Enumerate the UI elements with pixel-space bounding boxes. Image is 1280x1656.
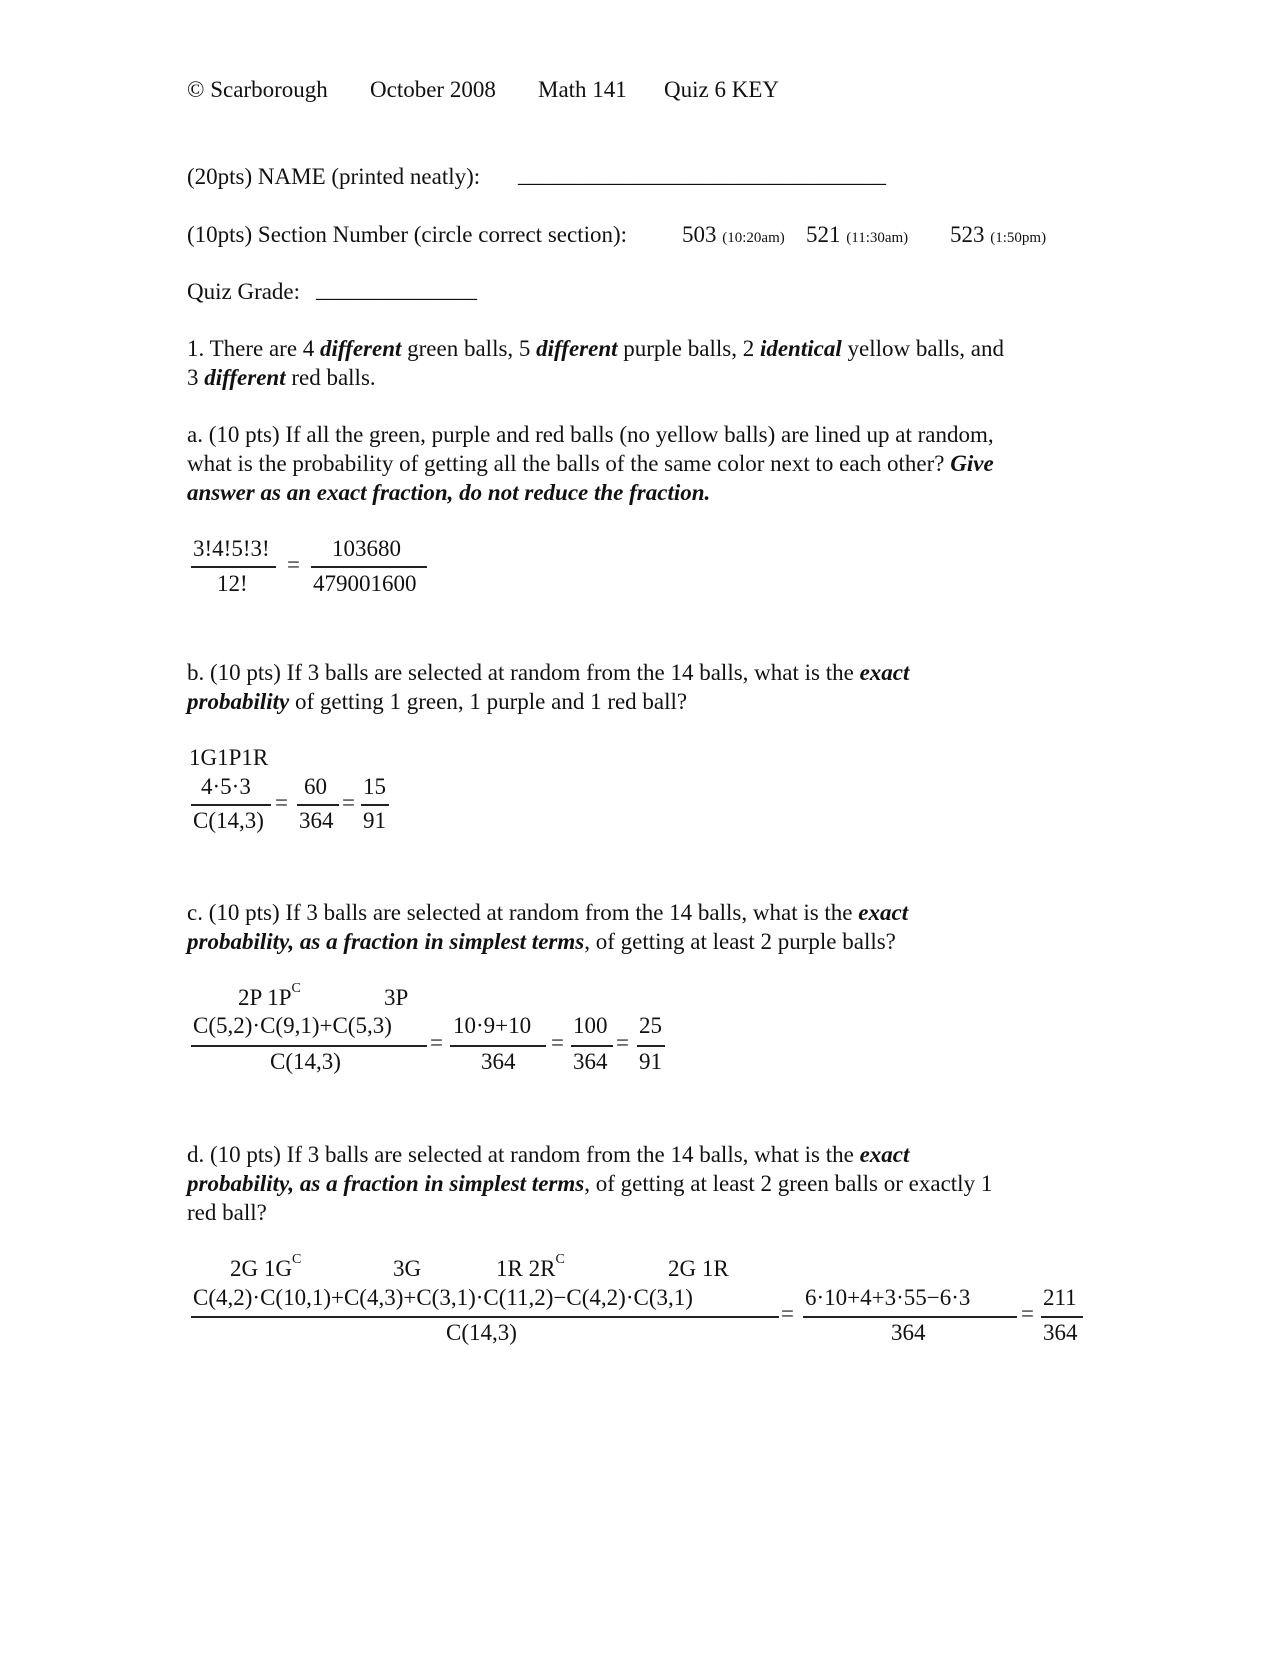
answer-c-bar3 [571, 1045, 613, 1047]
answer-c-den3: 364 [573, 1049, 608, 1074]
answer-b-bar1 [191, 804, 271, 806]
question-d-text: d. (10 pts) If 3 balls are selected at random from the 14 balls, what is the exact probability, as a fraction in simplest terms, of getting at least 2 green balls or exactly 1 red ball? [187, 1142, 993, 1225]
answer-b-num2: 60 [304, 774, 327, 799]
answer-d-label-1: 2G $1G^C$ [230, 1252, 302, 1281]
section-label: (10pts) Section Number (circle correct section): [187, 222, 628, 247]
answer-d-label-2: 3G [393, 1256, 422, 1281]
answer-a-equals: = [287, 552, 300, 577]
answer-d-den1: C(14,3) [446, 1320, 517, 1345]
answer-c-bar4 [637, 1045, 665, 1047]
answer-c-equals-3: = [616, 1030, 629, 1055]
name-blank[interactable]: ________________________________ [518, 162, 886, 187]
question-a-text: a. (10 pts) If all the green, purple and red balls (no yellow balls) are lined up at random, what is the probability of getting all the balls of the same color next to each other? Give answer as an exact fraction, do not reduce the fraction. [187, 422, 994, 505]
answer-d-den2: 364 [891, 1320, 926, 1345]
answer-b-equals-1: = [275, 790, 288, 815]
section-option-521[interactable] [806, 220, 908, 253]
question-b-text: b. (10 pts) If 3 balls are selected at random from the 14 balls, what is the exact probability of getting 1 green, 1 purple and 1 red ball? [187, 660, 910, 714]
question-c-text: c. (10 pts) If 3 balls are selected at random from the 14 balls, what is the exact probability, as a fraction in simplest terms, of getting at least 2 purple balls? [187, 900, 909, 954]
answer-a-bar1 [191, 566, 276, 568]
answer-a-den2: 479001600 [313, 571, 417, 596]
answer-b-label: 1G1P1R [189, 745, 269, 770]
answer-c-equals-2: = [551, 1030, 564, 1055]
name-label: (20pts) NAME (printed neatly): [187, 164, 481, 189]
answer-a-den1: 12! [217, 571, 248, 596]
answer-b-den3: 91 [363, 808, 386, 833]
answer-c-num2: 10·9+10 [453, 1013, 532, 1038]
grade-label: Quiz Grade: [187, 279, 301, 304]
answer-c-label-2: 3P [384, 985, 409, 1010]
answer-c-den2: 364 [481, 1049, 516, 1074]
header-copyright: © Scarborough [187, 77, 328, 102]
grade-blank[interactable]: ______________ [316, 277, 477, 302]
answer-d-label-3: 1R $2R^C$ [496, 1252, 565, 1281]
answer-b-bar3 [361, 804, 389, 806]
answer-d-bar3 [1041, 1316, 1083, 1318]
answer-c-label-1: 2P $1P^C$ [238, 981, 301, 1010]
answer-d-num1: C(4,2)·C(10,1)+C(4,3)+C(3,1)·C(11,2)−C(4,2)·C(3,1) [193, 1285, 693, 1310]
section-number: 523 [950, 222, 985, 247]
answer-c-den1: C(14,3) [270, 1049, 341, 1074]
answer-d-num3: 211 [1043, 1285, 1077, 1310]
answer-d-equals-1: = [781, 1301, 794, 1326]
section-time: (11:30am) [846, 230, 909, 246]
answer-d-den3: 364 [1043, 1320, 1078, 1345]
answer-a-bar2 [311, 566, 427, 568]
section-number: 521 [806, 222, 841, 247]
section-time: (1:50pm) [990, 230, 1047, 246]
section-option-523[interactable] [950, 220, 1046, 253]
answer-d-bar2 [803, 1316, 1017, 1318]
answer-b-equals-2: = [342, 790, 355, 815]
answer-c-bar1 [191, 1045, 427, 1047]
answer-c-den4: 91 [639, 1049, 662, 1074]
section-time: (10:20am) [722, 230, 785, 246]
answer-c-equals-1: = [430, 1030, 443, 1055]
answer-d-bar1 [191, 1316, 779, 1318]
answer-b-den1: C(14,3) [193, 808, 264, 833]
section-number: 503 [682, 222, 717, 247]
answer-a-num1: 3!4!5!3! [193, 536, 270, 561]
header-date: October 2008 [370, 77, 496, 102]
answer-d-equals-2: = [1021, 1301, 1034, 1326]
header-course: Math 141 [538, 77, 627, 102]
section-option-503[interactable] [682, 220, 785, 253]
answer-a-num2: 103680 [332, 536, 401, 561]
answer-b-num3: 15 [363, 774, 386, 799]
answer-c-bar2 [450, 1045, 546, 1047]
answer-d-label-4: 2G 1R [668, 1256, 729, 1281]
answer-c-num4: 25 [639, 1013, 662, 1038]
answer-b-num1: 4·5·3 [201, 774, 251, 799]
header-title: Quiz 6 KEY [664, 77, 779, 102]
answer-d-num2: 6·10+4+3·55−6·3 [805, 1285, 971, 1310]
answer-c-num1: C(5,2)·C(9,1)+C(5,3) [193, 1013, 392, 1038]
answer-b-bar2 [297, 804, 339, 806]
answer-c-num3: 100 [573, 1013, 608, 1038]
question-1-intro: 1. There are 4 different green balls, 5 different purple balls, 2 identical yellow balls, and 3 different red balls. [187, 336, 1004, 390]
answer-b-den2: 364 [299, 808, 334, 833]
